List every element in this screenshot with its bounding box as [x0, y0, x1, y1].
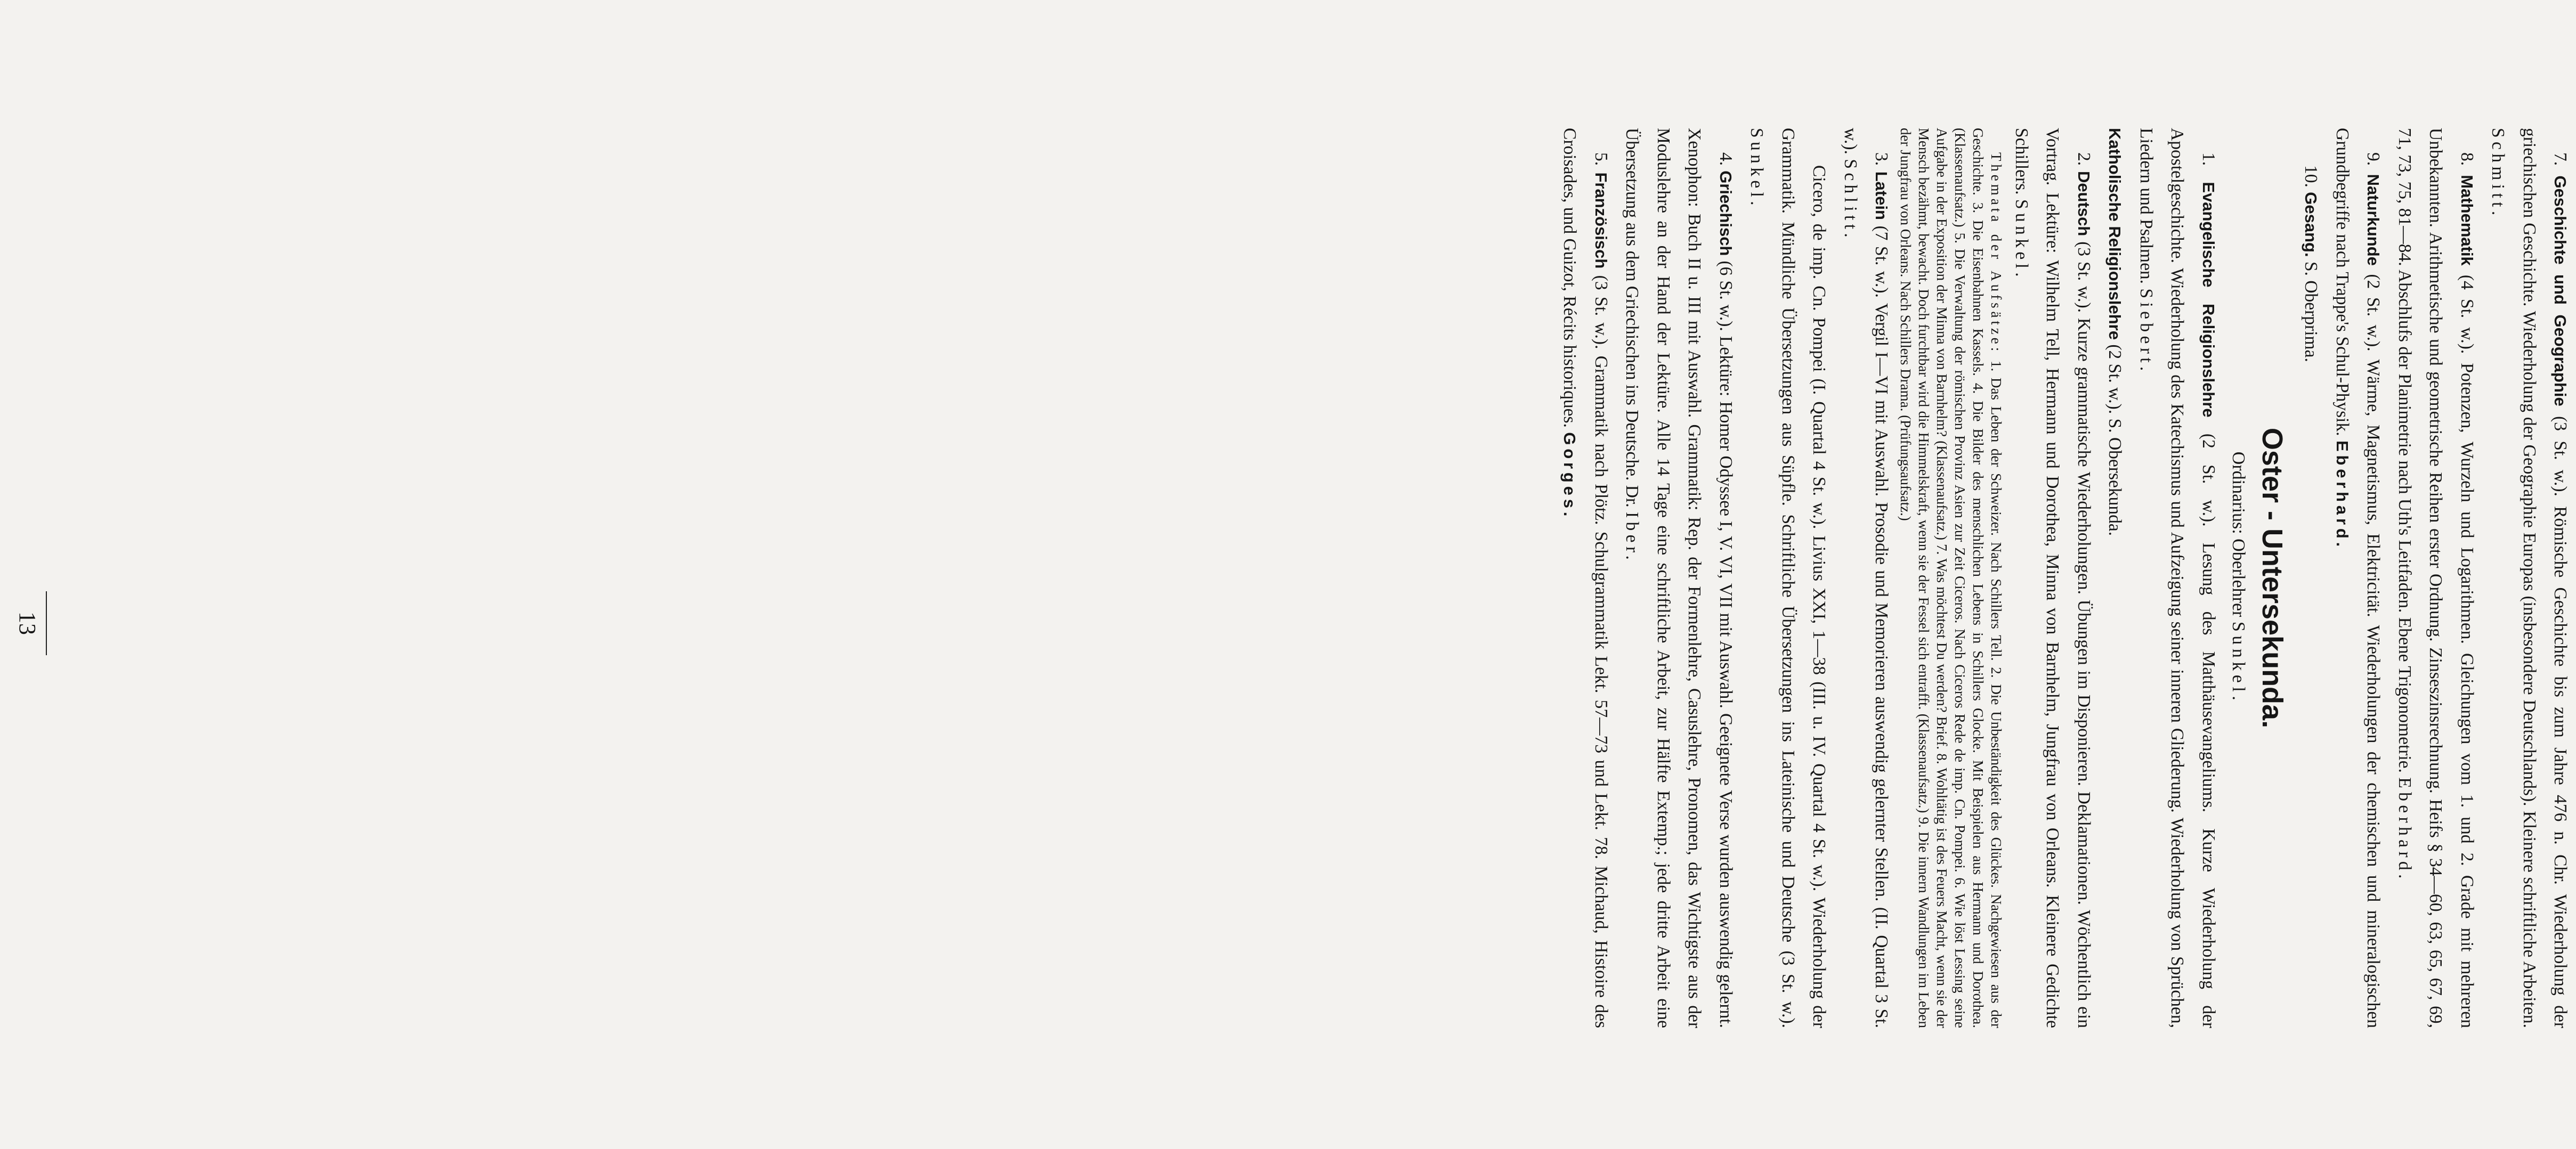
subject-title: Mathematik [2458, 175, 2476, 266]
teacher-name: Schlitt. [1841, 159, 1860, 242]
paragraph-mathematik: 8. Mathematik (4 St. w.). Potenzen, Wurzeln und Logarithmen. Gleichungen vom 1. und 2. Grade mit mehreren Unbekannten. Arithmetische und geometrische Reihen erster Ordnung. Zinseszinsrechnung. Heifs § 34—60, 63, 65, 67, 69, 71, 73, 75, 81—84. Abschlufs der Planimetrie nach Uth's Leitfaden. Ebene Trigonometrie. Eberhard. [2395, 128, 2477, 1029]
paragraph-latein: 3. Latein (7 St. w.). Vergil I—VI mit Auswahl. Prosodie und Memorieren auswendig gelernter Stellen. (II. Quartal 3 St. w.). Schlitt. [1841, 128, 1892, 1028]
teacher-name: Iber. [1622, 511, 1642, 564]
ordinarius-line: Ordinarius: Oberlehrer Sunkel. [2229, 451, 2248, 705]
themata-label: Themata der Aufsätze: [1988, 152, 2005, 355]
teacher-name: Sunkel. [2012, 199, 2031, 281]
paragraph-kath-religion: Katholische Religionslehre (2 St. w.). S. Obersekunda. [2105, 128, 2125, 536]
paragraph-gesang: 10. Gesang. S. Oberprima. [2301, 165, 2321, 362]
paragraph-latein-cicero: Cicero, de imp. Cn. Pompei (I. Quartal 4 St. w.). Livius XXI, 1—38 (III. u. IV. Quartal 4 St. w.). Wiederholung der Grammatik. Mündliche Übersetzungen aus Süpfle. Schriftliche Übersetzungen ins Lateinische und Deutsche (3 St. w.). Sunkel. [1747, 128, 1829, 1028]
paragraph-deutsch: 2. Deutsch (3 St. w.). Kurze grammatische Wiederholungen. Übungen im Disponieren. Deklamationen. Wöchentlich ein Vortrag. Lektüre: Wilhelm Tell, Hermann und Dorothea, Minna von Barnhelm, Jungfrau von Orleans. Kleinere Gedichte Schillers. Sunkel. [2012, 128, 2094, 1029]
teacher-name: Gorges. [1560, 432, 1579, 520]
paragraph-naturkunde: 9. Naturkunde (2 St. w.). Wärme, Magnetismus, Elektricität. Wiederholungen der chemischen und mineralogischen Grundbegriffe nach Trappe's Schul-Physik. Eberhard. [2332, 128, 2384, 1029]
teacher-name: Schmitt. [2488, 128, 2508, 219]
subject-title: Französisch [1592, 172, 1610, 269]
teacher-name: Siebert. [2136, 288, 2156, 375]
paragraph-geschichte: 7. Geschichte und Geographie (3 St. w.). Römische Geschichte bis zum Jahre 476 n. Chr. Wiederholung der griechischen Geschichte. Wiederholung der Geographie Europas (insbesondere Deutschlands). Kleinere schriftliche Arbeiten. Schmitt. [2488, 128, 2571, 1028]
subject-title: Griechisch [1716, 170, 1735, 256]
teacher-name: Eberhard. [2333, 440, 2352, 551]
subject-title: Evangelische Religionslehre [2199, 182, 2218, 418]
teacher-name: Sunkel. [1747, 128, 1767, 210]
page-number: 13 [14, 612, 40, 635]
page-content [1554, 128, 2576, 1028]
paragraph-franzoesisch: 5. Französisch (3 St. w.). Grammatik nach Plötz. Schulgrammatik Lekt. 57—73 und Lekt. 78. Michaud, Histoire des Croisades, und Guizot, Récits historiques. Gorges. [1560, 128, 1611, 1029]
subject-title: Geschichte und Geographie [2551, 175, 2570, 406]
section-heading: Oster - Untersekunda. [2256, 427, 2288, 729]
subject-title: Latein [1872, 171, 1891, 220]
subject-title: Katholische Religionslehre [2105, 128, 2125, 340]
subject-title: Gesang. [2302, 192, 2321, 257]
subject-title: Naturkunde [2364, 174, 2383, 266]
document-page [0, 21, 2571, 1097]
teacher-name: Eberhard. [2395, 777, 2415, 883]
paragraph-griechisch: 4. Griechisch (6 St. w.). Lektüre: Homer Odyssee I, V. VI, VII mit Auswahl. Geeignete Verse wurden auswendig gelernt. Xenophon: Buch II u. III mit Auswahl. Grammatik: Rep. der Formenlehre, Casuslehre, Pronomen, das Wichtigste aus der Moduslehre an der Hand der Lektüre. Alle 14 Tage eine schriftliche Arbeit, zur Hälfte Extemp.; jede dritte Arbeit eine Übersetzung aus dem Griechischen ins Deutsche. Dr. Iber. [1622, 128, 1736, 1029]
page-number-rule [46, 591, 47, 655]
paragraph-themata: Themata der Aufsätze: 1. Das Leben der Schweizer. Nach Schillers Tell. 2. Die Unbeständigkeit des Glückes. Nachgewiesen aus der Geschichte. 3. Die Eisenbahnen Kassels. 4. Die Bilder des menschlichen Lebens in Schillers Glocke. Mit Beispielen aus Hermann und Dorothea. (Klassenaufsatz.) 5. Die Verwaltung der römischen Provinz Asien zur Zeit Ciceros. Nach Ciceros Rede de imp. Cn. Pompei. 6. Wie löst Lessing seine Aufgabe in der Exposition der Minna von Barnhelm? (Klassenaufsatz.) 7. Was möchtest Du werden? Brief. 8. Wohltätig ist des Feuers Macht, wenn sie der Mensch bezähmt, bewacht. Doch furchtbar wird die Himmelskraft, wenn sie der Fessel sich entrafft. (Klassenaufsatz.) 9. Die innern Wandlungen im Leben der Jungfrau von Orleans. Nach Schillers Drama. (Prüfungsaufsatz.) [1898, 128, 2005, 1029]
paragraph-ev-religion: 1. Evangelische Religionslehre (2 St. w.). Lesung des Matthäusevangeliums. Kurze Wiederholung der Apostelgeschichte. Wiederholung des Katechismus und Aufzeigung seiner inneren Gliederung. Wiederholung von Sprüchen, Liedern und Psalmen. Siebert. [2136, 128, 2218, 1029]
ordinarius-name: Sunkel. [2229, 621, 2248, 705]
subject-title: Deutsch [2075, 171, 2093, 237]
